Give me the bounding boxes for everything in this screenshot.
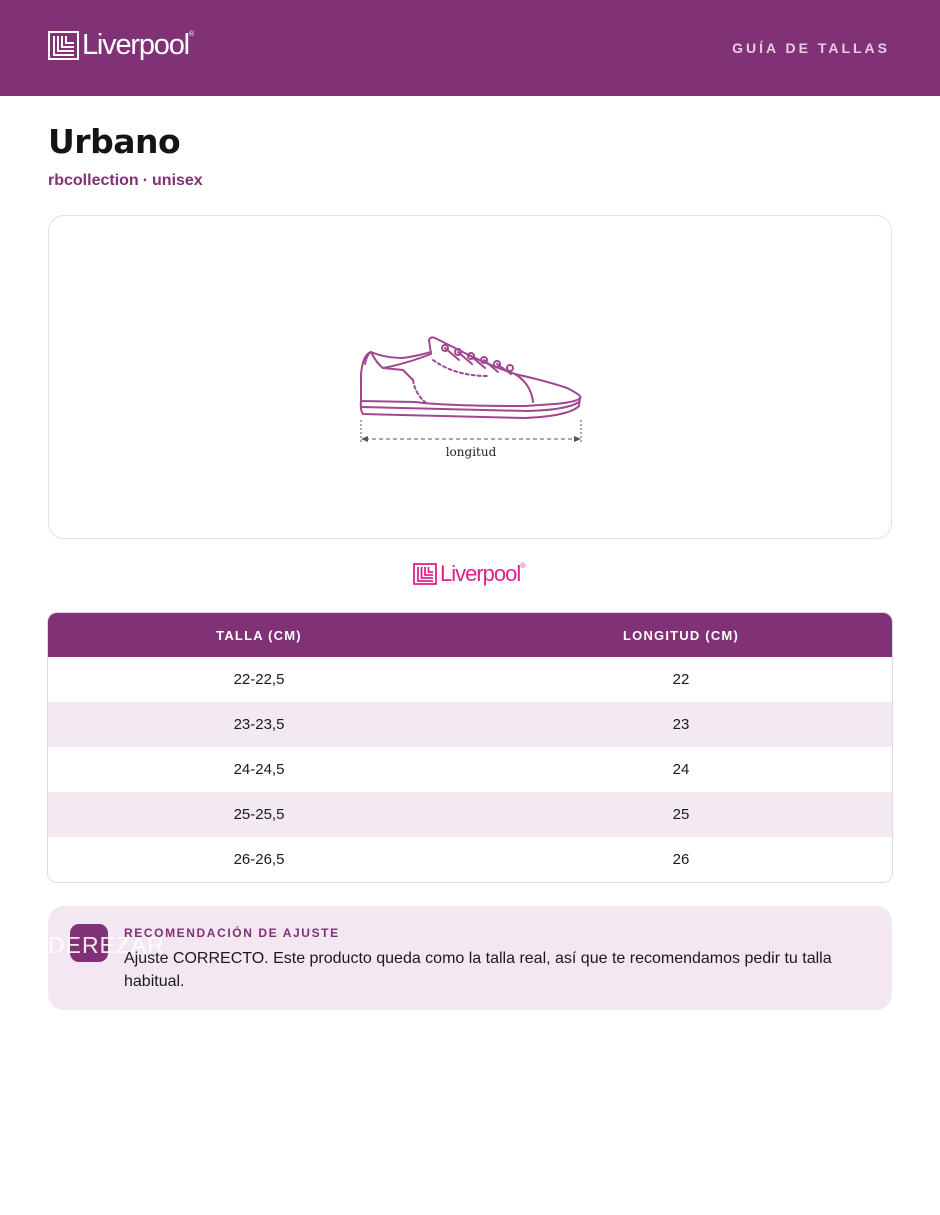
length-cell: 24: [672, 761, 690, 778]
size-table: [47, 612, 893, 883]
recommendation-title: RECOMENDACIÓN DE AJUSTE: [124, 926, 340, 940]
size-cell: 25-25,5: [233, 806, 285, 823]
sneaker-illustration: [355, 324, 587, 464]
watermark-text: DEREZAR: [48, 932, 165, 958]
recommendation-badge-icon: [70, 924, 108, 962]
top-header: [0, 0, 940, 96]
size-cell: 23-23,5: [233, 716, 285, 733]
table-header-row: [48, 613, 892, 657]
header-title: GUÍA DE TALLAS: [732, 40, 890, 56]
product-gender: unisex: [152, 172, 203, 189]
size-cell: 24-24,5: [233, 761, 285, 778]
column-header-size: TALLA (CM): [216, 627, 302, 643]
table-row: [48, 657, 892, 702]
recommendation-text: Ajuste CORRECTO. Este producto queda como la talla real, así que te recomendamos pedir tu talla habitual.: [124, 950, 832, 990]
length-cell: 26: [672, 851, 690, 868]
table-row: [48, 792, 892, 837]
liverpool-logo-icon: [413, 563, 437, 585]
length-cell: 23: [672, 716, 690, 733]
table-row: [48, 837, 892, 882]
fit-recommendation: [48, 906, 892, 1010]
length-cell: 22: [672, 671, 690, 688]
product-subtitle: [48, 172, 203, 190]
column-header-length: LONGITUD (CM): [623, 627, 739, 643]
size-cell: 26-26,5: [233, 851, 285, 868]
product-brand: rbcollection: [48, 172, 139, 189]
product-title: Urbano: [48, 122, 181, 161]
liverpool-footer-logo: [413, 563, 525, 585]
logo-wordmark: Liverpool®: [82, 29, 195, 61]
size-cell: 22-22,5: [233, 671, 285, 688]
table-row: [48, 702, 892, 747]
liverpool-logo-icon: [48, 31, 79, 60]
length-label: longitud: [445, 445, 497, 459]
table-row: [48, 747, 892, 792]
length-cell: 25: [672, 806, 690, 823]
liverpool-logo[interactable]: [48, 31, 194, 60]
sneaker-outline-icon: [355, 324, 587, 464]
logo-wordmark: Liverpool®: [440, 561, 526, 586]
subtitle-separator: ·: [142, 172, 149, 189]
size-illustration-card: [48, 215, 892, 539]
